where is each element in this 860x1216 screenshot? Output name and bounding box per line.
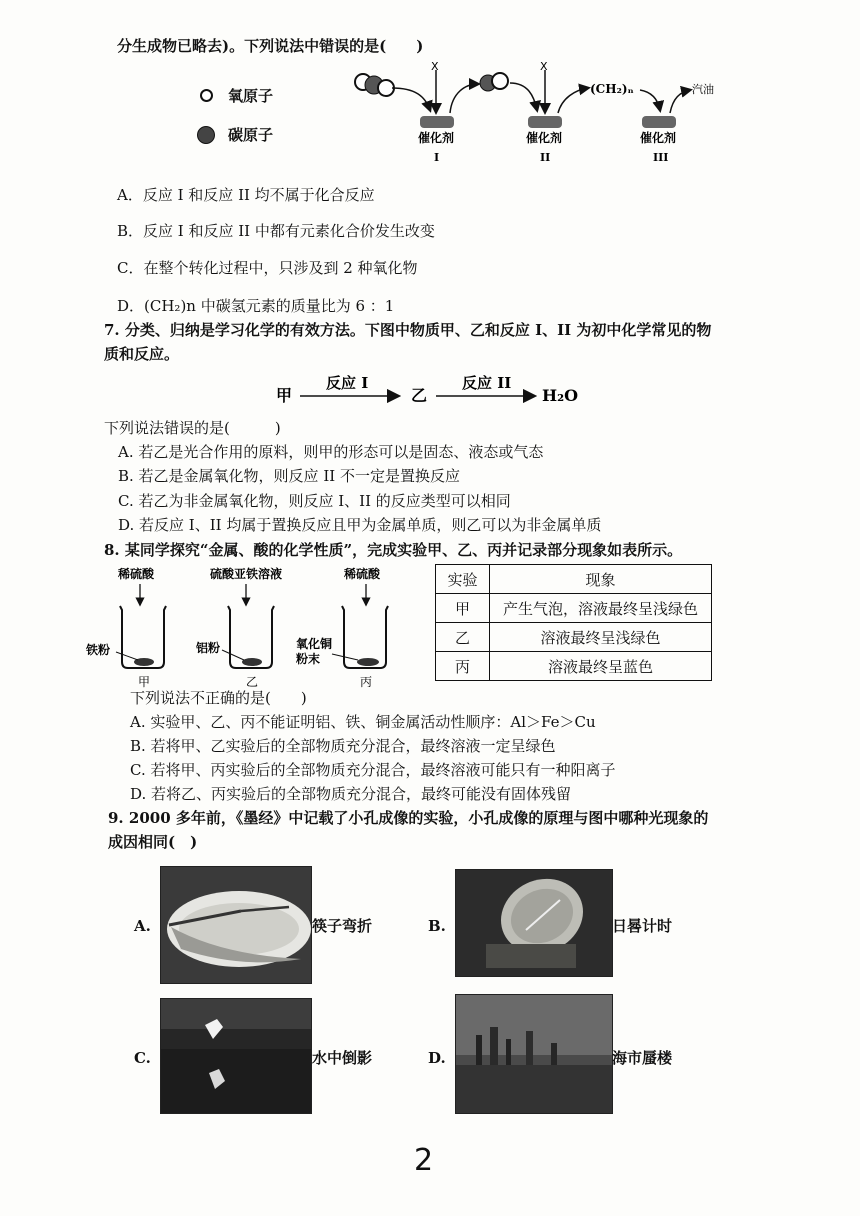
beaker-yi-reagent: 硫酸亚铁溶液 bbox=[210, 567, 283, 581]
legend-carbon: 碳原子 bbox=[228, 126, 274, 144]
stage-1-label: I bbox=[434, 151, 440, 164]
q8-prompt: 下列说法不正确的是( ) bbox=[130, 689, 307, 707]
q9-choice-d-letter: D. bbox=[428, 1049, 446, 1067]
header-experiment: 实验 bbox=[436, 565, 490, 594]
co2-molecule-icon bbox=[355, 74, 394, 96]
q9-stem-line1: 9. 2000 多年前，《墨经》中记载了小孔成像的实验，小孔成像的原理与图中哪种光现象的 bbox=[108, 809, 709, 827]
catalytic-conversion-diagram bbox=[340, 58, 740, 173]
scheme-reaction-1: 反应 I bbox=[326, 374, 369, 392]
gasoline-label: 汽油 bbox=[692, 83, 714, 96]
catalyst-2-label: 催化剂 bbox=[526, 131, 563, 145]
q9-choice-b-letter: B. bbox=[428, 917, 446, 935]
q7-stem-line2: 质和反应。 bbox=[104, 345, 180, 363]
beaker-jia-label: 甲 bbox=[138, 675, 151, 689]
q9-choice-a-letter: A. bbox=[134, 917, 151, 935]
scheme-yi: 乙 bbox=[411, 386, 428, 405]
table-row bbox=[436, 594, 712, 623]
q9-choice-d-caption: 海市蜃楼 bbox=[612, 1049, 673, 1067]
q8-option-a: A. 实验甲、乙、丙不能证明铝、铁、铜金属活动性顺序：Al＞Fe＞Cu bbox=[130, 713, 596, 731]
q9-choice-a-caption: 筷子弯折 bbox=[312, 917, 373, 935]
q9-choice-c-letter: C. bbox=[134, 1049, 151, 1067]
q8-option-b: B. 若将甲、乙实验后的全部物质充分混合，最终溶液一定呈绿色 bbox=[130, 737, 556, 755]
q9-choice-c-caption: 水中倒影 bbox=[312, 1049, 373, 1067]
stage-2-label: II bbox=[540, 151, 551, 164]
page-number: 2 bbox=[414, 1143, 434, 1178]
x-label-2: X bbox=[540, 60, 548, 73]
chopsticks-bowl-photo bbox=[160, 866, 312, 984]
q8-option-d: D. 若将乙、丙实验后的全部物质充分混合，最终可能没有固体残留 bbox=[130, 785, 572, 803]
beaker-bing-reagent: 稀硫酸 bbox=[344, 567, 381, 581]
q6-option-b: B．反应 I 和反应 II 中都有元素化合价发生改变 bbox=[117, 222, 435, 240]
x-label-1: X bbox=[431, 60, 439, 73]
carbon-atom-icon bbox=[197, 126, 215, 144]
q9-choice-b-caption: 日晷计时 bbox=[612, 917, 673, 935]
table-header-row bbox=[436, 565, 712, 594]
mirage-photo bbox=[455, 994, 613, 1114]
q8-option-c: C. 若将甲、丙实验后的全部物质充分混合，最终溶液可能只有一种阳离子 bbox=[130, 761, 616, 779]
table-cell: 溶液最终呈浅绿色 bbox=[490, 623, 712, 652]
table-cell: 甲 bbox=[436, 594, 490, 623]
q7-option-b: B. 若乙是金属氧化物，则反应 II 不一定是置换反应 bbox=[118, 467, 460, 485]
q9-stem-line2: 成因相同( ) bbox=[108, 833, 198, 851]
q7-option-a: A. 若乙是光合作用的原料，则甲的形态可以是固态、液态或气态 bbox=[118, 443, 544, 461]
water-reflection-photo bbox=[160, 998, 312, 1114]
scheme-reaction-2: 反应 II bbox=[462, 374, 512, 392]
beaker-bing-solid-2: 粉末 bbox=[296, 652, 321, 666]
q7-option-d: D. 若反应 I、II 均属于置换反应且甲为金属单质，则乙可以为非金属单质 bbox=[118, 516, 602, 534]
q7-option-c: C. 若乙为非金属氧化物，则反应 I、II 的反应类型可以相同 bbox=[118, 492, 511, 510]
sundial-photo bbox=[455, 869, 613, 977]
beaker-bing-icon bbox=[332, 584, 388, 668]
beaker-experiments bbox=[82, 562, 422, 690]
beaker-bing-label: 丙 bbox=[360, 675, 373, 689]
oxygen-atom-icon bbox=[200, 89, 213, 102]
observation-table bbox=[435, 564, 712, 681]
header-phenomenon: 现象 bbox=[490, 565, 712, 594]
co-molecule-icon bbox=[480, 73, 508, 91]
table-row bbox=[436, 623, 712, 652]
scheme-jia: 甲 bbox=[276, 386, 293, 405]
table-cell: 溶液最终呈蓝色 bbox=[490, 652, 712, 681]
reaction-scheme bbox=[270, 368, 600, 410]
ch2n-label: (CH₂)ₙ bbox=[590, 82, 634, 96]
beaker-jia-reagent: 稀硫酸 bbox=[118, 567, 155, 581]
q7-prompt: 下列说法错误的是( ) bbox=[104, 419, 281, 437]
beaker-jia-solid: 铁粉 bbox=[86, 643, 111, 657]
beaker-bing-solid-1: 氧化铜 bbox=[296, 637, 333, 651]
q6-stem-tail: 分生成物已略去)。下列说法中错误的是( ) bbox=[117, 37, 424, 55]
q6-option-c: C．在整个转化过程中，只涉及到 2 种氧化物 bbox=[117, 259, 418, 277]
beaker-yi-label: 乙 bbox=[246, 675, 259, 689]
scheme-h2o: H₂O bbox=[542, 386, 579, 405]
catalyst-3-label: 催化剂 bbox=[640, 131, 677, 145]
stage-3-label: III bbox=[653, 151, 669, 164]
table-cell: 产生气泡，溶液最终呈浅绿色 bbox=[490, 594, 712, 623]
table-cell: 乙 bbox=[436, 623, 490, 652]
q6-option-a: A．反应 I 和反应 II 均不属于化合反应 bbox=[117, 186, 375, 204]
q7-stem-line1: 7. 分类、归纳是学习化学的有效方法。下图中物质甲、乙和反应 I、II 为初中化学常见的物 bbox=[104, 321, 712, 339]
beaker-yi-solid: 铝粉 bbox=[196, 641, 221, 655]
beaker-yi-icon bbox=[222, 584, 274, 668]
catalyst-1-label: 催化剂 bbox=[418, 131, 455, 145]
legend-oxygen: 氧原子 bbox=[228, 87, 274, 105]
q8-stem: 8. 某同学探究“金属、酸的化学性质”，完成实验甲、乙、丙并记录部分现象如表所示。 bbox=[104, 541, 683, 559]
beaker-jia-icon bbox=[116, 584, 166, 668]
table-row bbox=[436, 652, 712, 681]
q6-option-d: D．(CH₂)n 中碳氢元素的质量比为 6 ：1 bbox=[117, 297, 395, 315]
table-cell: 丙 bbox=[436, 652, 490, 681]
